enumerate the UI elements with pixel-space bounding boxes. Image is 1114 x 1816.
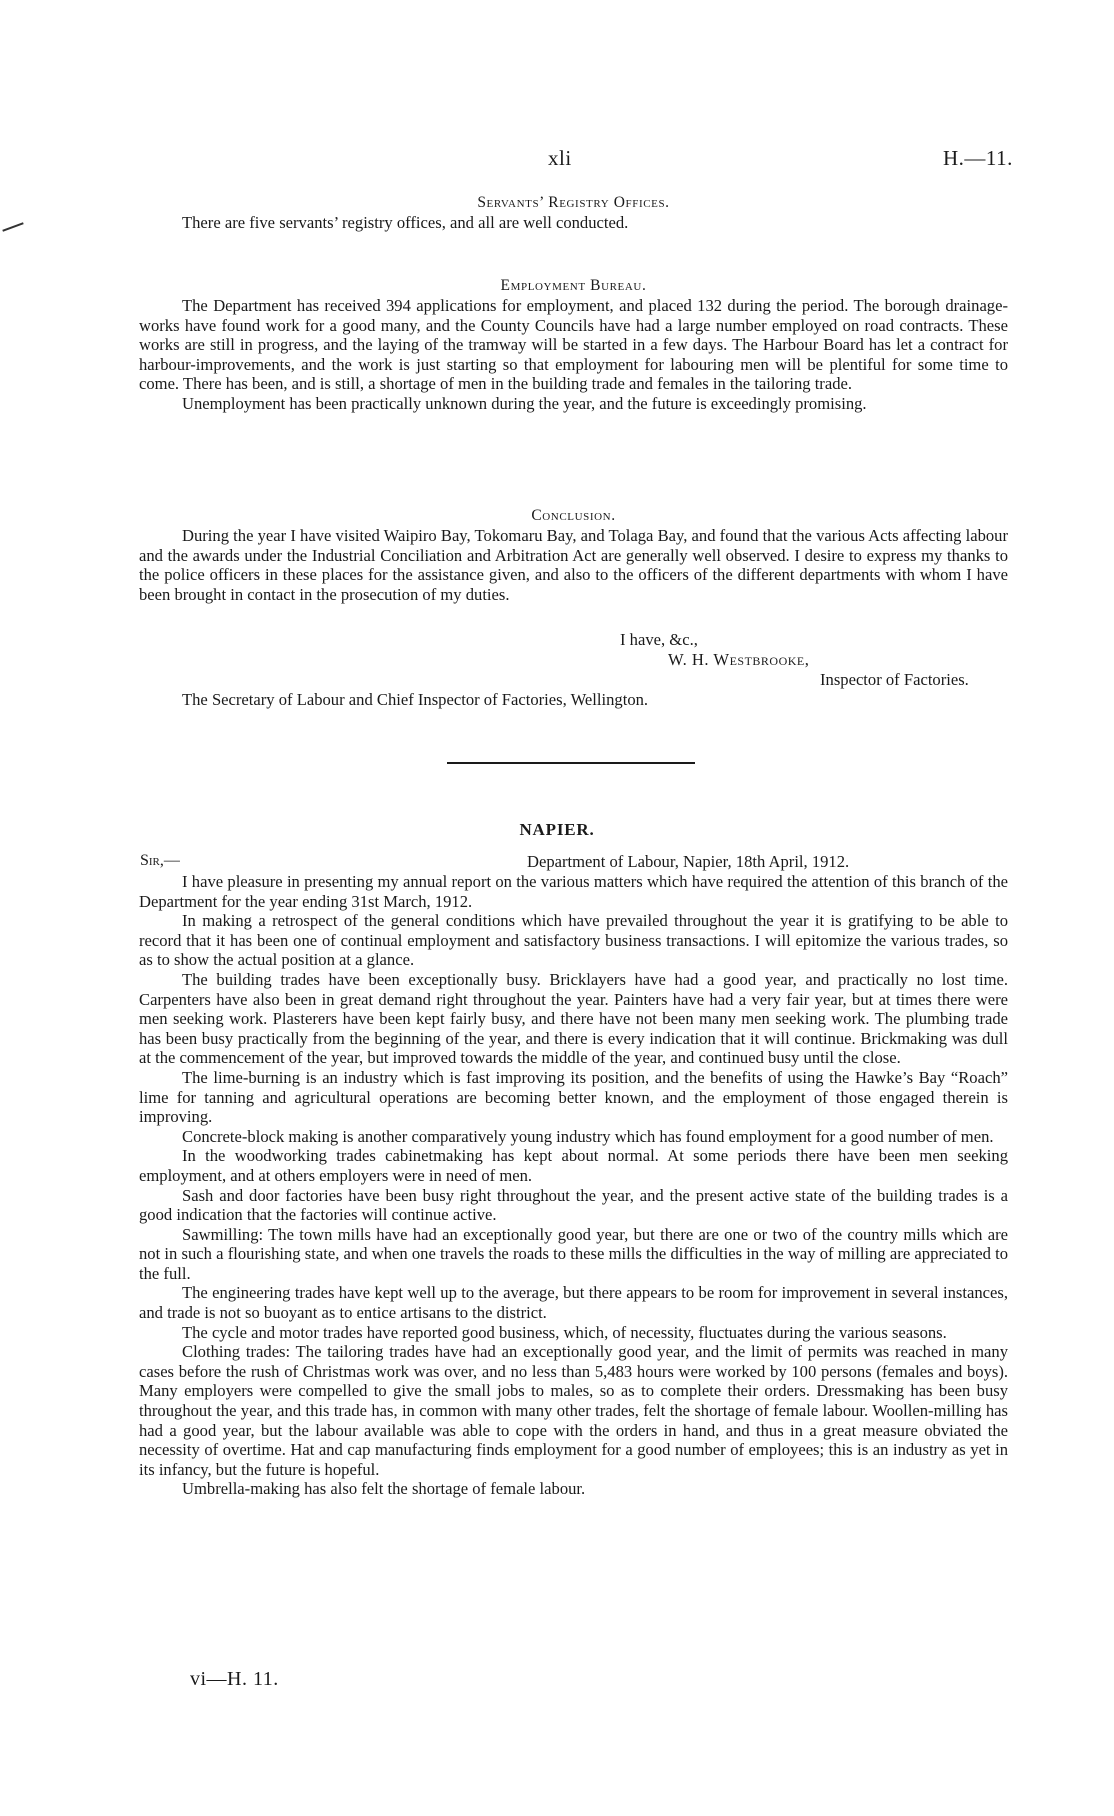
napier-paragraph-2: In making a retrospect of the general conditions which have prevailed throughout the year it is gratifying to be able to record that it has been one of continual employment and satisfactory business transactions. I will epitomize the various trades, so as to show the actual position at a glance. <box>139 911 1008 970</box>
document-code: H.—11. <box>943 146 1013 170</box>
section-heading-employment: Employment Bureau. <box>500 277 647 294</box>
signature-name: W. H. Westbrooke, <box>668 650 810 669</box>
conclusion-section <box>139 506 1008 604</box>
napier-report-body <box>139 872 1008 1499</box>
servants-paragraph: There are five servants’ registry offices, and all are well conducted. <box>182 213 629 232</box>
conclusion-paragraph: During the year I have visited Waipiro Bay, Tokomaru Bay, and Tolaga Bay, and found that the various Acts affecting labour and the awards under the Industrial Conciliation and Arbitration Act are generally well observed. I desire to express my thanks to the police officers in these places for the assistance given, and also to the officers of the different departments with whom I have been brought in contact in the prosecution of my duties. <box>139 526 1008 604</box>
section-divider <box>447 762 695 764</box>
napier-paragraph-sash: Sash and door factories have been busy right throughout the year, and the present active state of the building trades is a good indication that the factories will continue active. <box>139 1185 1008 1225</box>
napier-paragraph-cycle: The cycle and motor trades have reported good business, which, of necessity, fluctuates during the various seasons. <box>182 1322 947 1342</box>
signature-greeting: I have, &c., <box>620 630 698 649</box>
napier-paragraph-building: The building trades have been exceptionally busy. Bricklayers have had a good year, and practically no lost time. Carpenters have also been in great demand right throughout the year. Painters have had a very fair year, but at times there were men seeking work. Plasterers have been kept fairly busy, and there have not been many men seeking work. The plumbing trade has been busy practically from the beginning of the year, and there is every indication that it will continue. Brickmaking was dull at the commencement of the year, but improved towards the middle of the year, and continued busy until the close. <box>139 969 1008 1068</box>
signature-title: Inspector of Factories. <box>820 670 969 689</box>
employment-paragraph-2: Unemployment has been practically unknown during the year, and the future is exceedingly promising. <box>182 393 867 413</box>
dateline: Department of Labour, Napier, 18th April, 1912. <box>527 852 850 871</box>
napier-paragraph-clothing: Clothing trades: The tailoring trades have had an exceptionally good year, and the limit of permits was reached in many cases before the rush of Christmas work was over, and no less than 5,483 hours were worked by 100 persons (females and boys). Many employers were compelled to give the small jobs to males, so as to complete their orders. Dressmaking has been busy throughout the year, and this trade has, in common with many other trades, felt the shortage of female labour. Woollen-milling has had a good year, but the labour available was able to cope with the orders in hand, and thus in a great measure obviated the necessity of overtime. Hat and cap manufacturing finds employment for a good number of employees; this is an industry as yet in its infancy, but the future is hopeful. <box>139 1342 1008 1479</box>
signature-mark: vi—H. 11. <box>190 1668 279 1690</box>
napier-paragraph-sawmilling: Sawmilling: The town mills have had an exceptionally good year, but there are one or two of the country mills which are not in such a flourishing state, and when one travels the roads to these mills the difficulties in the way of milling are appreciated to the full. <box>139 1224 1008 1283</box>
napier-title: NAPIER. <box>519 820 595 839</box>
napier-paragraph-1: I have pleasure in presenting my annual report on the various matters which have required the attention of this branch of the Department for the year ending 31st March, 1912. <box>139 872 1008 911</box>
section-heading-servants: Servants’ Registry Offices. <box>477 194 670 211</box>
addressee-line: The Secretary of Labour and Chief Inspector of Factories, Wellington. <box>182 690 649 709</box>
napier-paragraph-concrete: Concrete-block making is another comparatively young industry which has found employment for a good number of men. <box>182 1126 994 1146</box>
salutation: Sir,— <box>140 852 180 869</box>
napier-paragraph-woodworking: In the woodworking trades cabinetmaking has kept about normal. At some periods there have been men seeking employment, and at others employers were in need of men. <box>139 1146 1008 1185</box>
employment-section <box>139 276 1008 414</box>
napier-paragraph-umbrella: Umbrella-making has also felt the shortage of female labour. <box>182 1479 586 1499</box>
napier-paragraph-engineering: The engineering trades have kept well up to the average, but there appears to be room for improvement in several instances, and trade is not so buoyant as to entice artisans to the district. <box>139 1283 1008 1323</box>
servants-section <box>139 193 1008 233</box>
page-number: xli <box>548 146 572 170</box>
scan-mark-left <box>2 222 23 231</box>
employment-paragraph-1: The Department has received 394 applications for employment, and placed 132 during the period. The borough drainage-works have found work for a good many, and the County Councils have had a large number employed on road contracts. These works are still in progress, and the laying of the tramway will be started in a few days. The Harbour Board has let a contract for harbour-improvements, and the work is just starting so that employment for labouring men will be plentiful for some time to come. There has been, and is still, a shortage of men in the building trade and females in the tailoring trade. <box>139 296 1008 394</box>
section-heading-conclusion: Conclusion. <box>531 507 616 524</box>
napier-paragraph-lime: The lime-burning is an industry which is fast improving its position, and the benefits of using the Hawke’s Bay “Roach” lime for tanning and agricultural operations are becoming better known, and the employment of those engaged therein is improving. <box>139 1067 1008 1127</box>
